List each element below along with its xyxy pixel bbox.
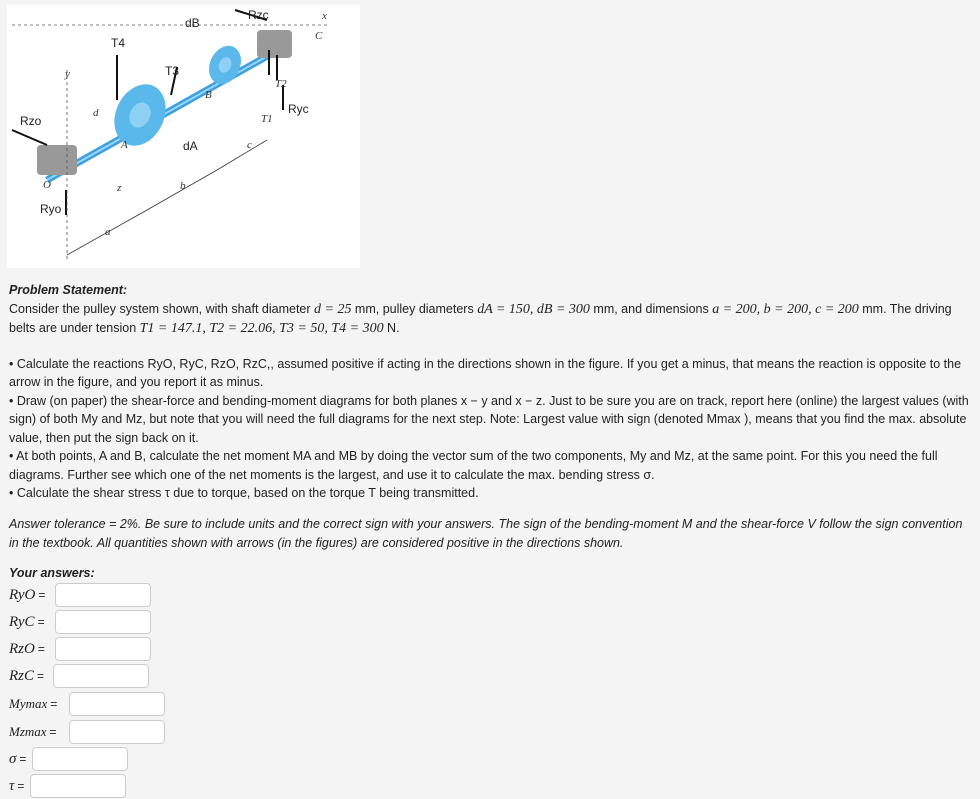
mz-max-input[interactable] (69, 720, 165, 744)
svg-text:d: d (93, 107, 99, 119)
rzo-input[interactable] (55, 637, 151, 661)
my-max-input[interactable] (69, 692, 165, 716)
bullet-shear-stress: • Calculate the shear stress τ due to torque, based on the torque T being transmitted. (9, 486, 479, 500)
svg-text:b: b (180, 180, 186, 192)
answer-row-rzc: RzC = (9, 663, 149, 689)
ryc-input[interactable] (55, 610, 151, 634)
answer-row-tau: τ = (9, 773, 126, 799)
problem-heading: Problem Statement: (9, 283, 128, 297)
svg-text:Rzo: Rzo (20, 114, 42, 128)
pulley-figure (7, 5, 360, 268)
svg-text:C: C (315, 30, 323, 42)
tau-input[interactable] (30, 774, 126, 798)
answer-row-mz-max: Mzmax = (9, 719, 165, 745)
answer-row-rzo: RzO = (9, 636, 151, 662)
svg-text:Ryo: Ryo (40, 202, 62, 216)
ryo-input[interactable] (55, 583, 151, 607)
answer-row-ryc: RyC = (9, 609, 151, 635)
svg-text:c: c (247, 139, 252, 151)
svg-text:T3: T3 (165, 64, 180, 78)
svg-text:dB: dB (185, 16, 200, 30)
problem-statement (9, 281, 974, 503)
svg-text:T2: T2 (275, 78, 287, 90)
bullet-net-moment: • At both points, A and B, calculate the net moment MA and MB by doing the vector sum of the two components, My and Mz, at the same point. For this you need the full diagrams. Further see which one of the net moments is the largest, and use it to calculate the max. bending stress σ. (9, 449, 938, 482)
svg-text:O: O (43, 179, 51, 191)
bullet-diagrams: • Draw (on paper) the shear-force and bending-moment diagrams for both planes x − y and x − z. Just to be sure you are on track, report here (online) the largest values (with sign) of both My and Mz, but note that you will need the full diagrams for the next step. Note: Largest value with sign (denoted Mmax ), means that you find the max. absolute value, then put the sign back on it. (9, 393, 969, 445)
answer-row-sigma: σ = (9, 746, 128, 772)
bullet-reactions: • Calculate the reactions RyO, RyC, RzO, RzC,, assumed positive if acting in the directions shown in the figure. If you get a minus, that means the reaction is opposite to the arrow in the figure, and you report it as minus. (9, 356, 962, 389)
answer-row-ryo: RyO = (9, 582, 151, 608)
svg-text:B: B (205, 89, 212, 101)
svg-text:x: x (322, 10, 327, 22)
rzc-input[interactable] (53, 664, 149, 688)
svg-text:y: y (65, 68, 70, 80)
answer-row-my-max: Mymax = (9, 691, 165, 717)
sigma-input[interactable] (32, 747, 128, 771)
svg-text:a: a (105, 226, 111, 238)
problem-intro: Consider the pulley system shown, with shaft diameter d = 25 mm, pulley diameters dA = 150, dB = 300 mm, and dimensions a = 200, b = 200, c = 200 mm. The driving belts are under tension T1 = 147.1, T2 = 22.06, T3 = 50, T4 = 300 N. (9, 301, 952, 336)
svg-text:z: z (117, 182, 122, 194)
svg-text:Ryc: Ryc (288, 102, 309, 116)
answers-heading: Your answers: (9, 566, 95, 580)
svg-text:Rzc: Rzc (248, 8, 269, 22)
svg-text:T1: T1 (261, 113, 273, 125)
svg-text:A: A (121, 139, 128, 151)
answer-tolerance: Answer tolerance = 2%. Be sure to include units and the correct sign with your answers. The sign of the bending-moment M and the shear-force V follow the sign convention in the textbook. All quantities shown with arrows (in the figures) are considered positive in the directions shown. (9, 517, 963, 550)
svg-text:dA: dA (183, 139, 198, 153)
svg-text:T4: T4 (111, 36, 126, 50)
